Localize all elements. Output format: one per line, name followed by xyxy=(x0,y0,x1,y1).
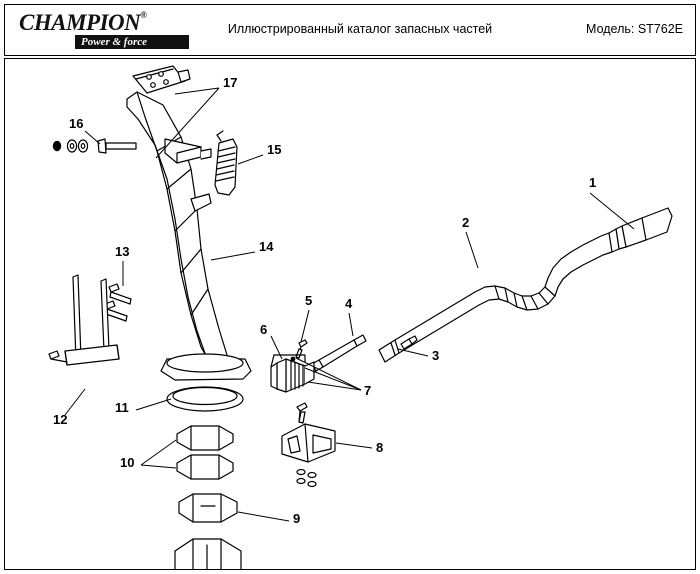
callout-4: 4 xyxy=(345,296,353,311)
callout-1: 1 xyxy=(589,175,597,190)
part-16-washers-bolt xyxy=(53,139,136,153)
callout-3: 3 xyxy=(432,348,440,363)
diagram-frame xyxy=(4,58,696,570)
callout-15: 15 xyxy=(267,142,282,157)
exploded-parts-drawing xyxy=(5,59,695,569)
callout-9: 9 xyxy=(293,511,301,526)
part-4-drive-tube xyxy=(306,335,366,375)
part-7-fasteners xyxy=(291,357,296,362)
logo-wordmark xyxy=(19,10,146,36)
callout-10: 10 xyxy=(120,455,135,470)
part-12-handlebar-frame xyxy=(49,275,119,365)
callout-6: 6 xyxy=(260,322,268,337)
part-8-mounting-bracket xyxy=(282,403,335,487)
callout-16: 16 xyxy=(69,116,84,131)
callout-13: 13 xyxy=(115,244,130,259)
part-13-bolts xyxy=(105,284,131,321)
callout-14: 14 xyxy=(259,239,274,254)
page-title: Иллюстрированный каталог запасных частей xyxy=(227,22,493,36)
model-label: Модель: ST762E xyxy=(586,22,683,36)
callout-5: 5 xyxy=(305,293,313,308)
champion-logo xyxy=(19,10,189,52)
page-header xyxy=(4,4,696,56)
callout-8: 8 xyxy=(376,440,384,455)
part-15-spring xyxy=(215,131,237,195)
part-bottom-bracket xyxy=(175,539,241,569)
part-2-main-shaft xyxy=(395,233,612,353)
logo-tagline: Power & force xyxy=(81,36,147,48)
part-11-gasket-ring xyxy=(167,387,243,411)
registered-trademark-icon: ® xyxy=(140,10,147,20)
part-9-lower-clamp xyxy=(179,494,237,522)
callout-12: 12 xyxy=(53,412,68,427)
callout-11: 11 xyxy=(115,400,129,415)
part-10-clamp-halves xyxy=(177,426,233,479)
part-14-handle-body xyxy=(127,92,251,380)
callout-7: 7 xyxy=(364,383,372,398)
part-1-end-cap xyxy=(609,208,672,252)
callout-2: 2 xyxy=(462,215,470,230)
part-17-top-plate xyxy=(133,66,190,93)
callout-17: 17 xyxy=(223,75,238,90)
logo-wordmark-text: CHAMPION xyxy=(19,10,141,35)
